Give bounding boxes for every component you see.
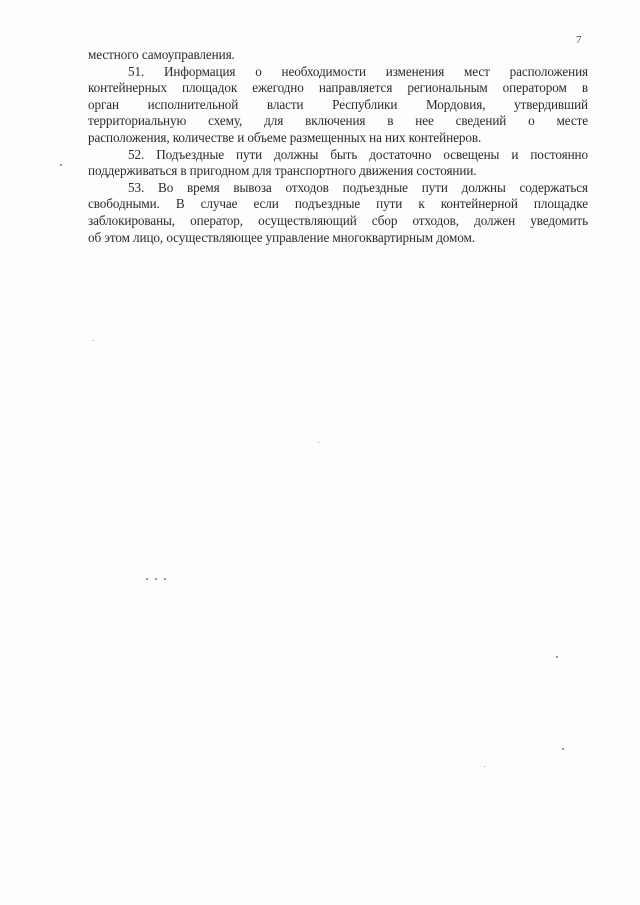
paragraph-52-line: 52. Подъездные пути должны быть достаточно освещены и постоянно	[128, 146, 588, 162]
document-body	[88, 47, 588, 246]
scan-speck	[318, 442, 319, 443]
paragraph-53-line: заблокированы, оператор, осуществляющий сбор отходов, должен уведомить	[88, 212, 588, 228]
scan-speck	[164, 578, 166, 580]
paragraph-53-line: об этом лицо, осуществляющее управление многоквартирным домом.	[88, 229, 475, 245]
paragraph-51-line: орган исполнительной власти Республики Мордовия, утвердивший	[88, 96, 588, 112]
scan-speck	[146, 578, 148, 580]
paragraph-51-line: 51. Информация о необходимости изменения мест расположения	[128, 63, 588, 79]
paragraph-51-line: контейнерных площадок ежегодно направляется региональным оператором в	[88, 80, 588, 96]
page-number: 7	[576, 34, 582, 46]
scan-speck	[60, 164, 62, 166]
text-line: местного самоуправления.	[88, 47, 235, 62]
paragraph-51-line: территориальную схему, для включения в нее сведений о месте	[88, 113, 588, 129]
paragraph-51-line: расположения, количестве и объеме размещенных на них контейнеров.	[88, 129, 482, 145]
paragraph-52-line: поддерживаться в пригодном для транспортного движения состоянии.	[88, 163, 477, 179]
scan-speck	[484, 766, 485, 767]
paragraph-53-line: 53. Во время вывоза отходов подъездные пути должны содержаться	[128, 179, 588, 195]
scan-speck	[93, 340, 94, 341]
scan-speck	[556, 656, 558, 658]
scan-speck	[562, 748, 564, 750]
paragraph-53-line: свободными. В случае если подъездные пути к контейнерной площадке	[88, 196, 588, 212]
scan-speck	[155, 578, 157, 580]
